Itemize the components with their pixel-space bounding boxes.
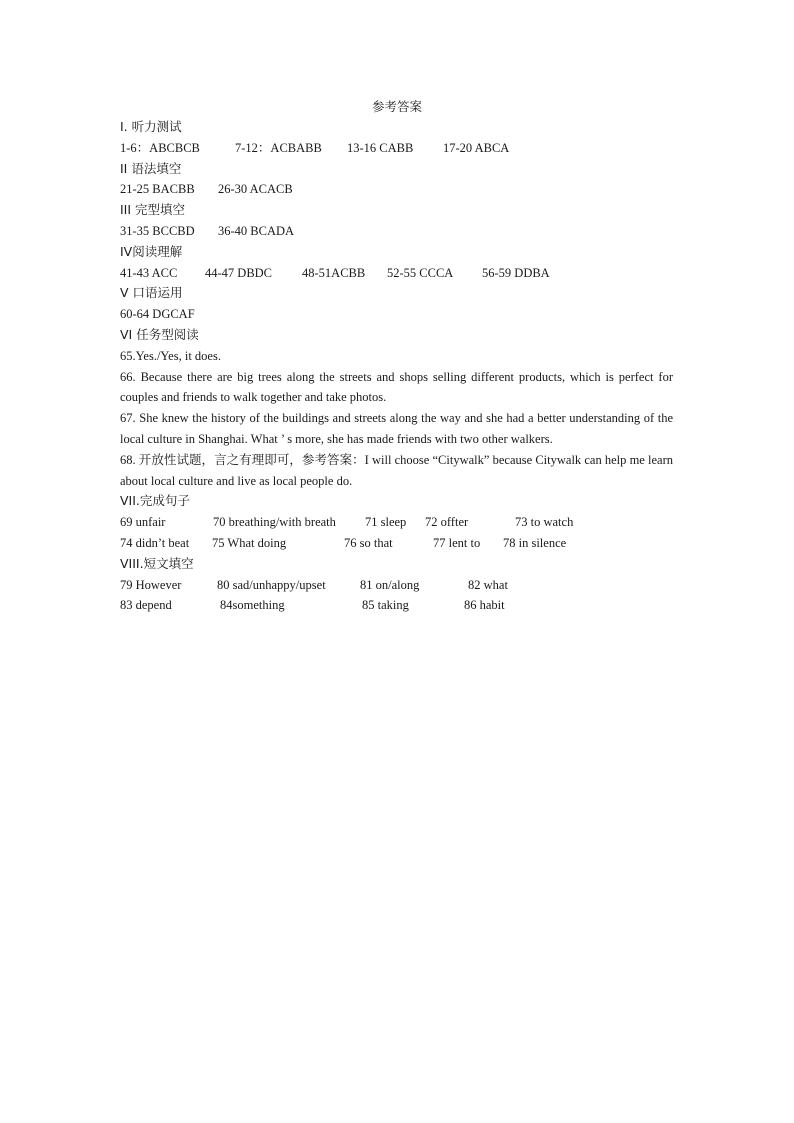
- answer-83: 83 depend: [120, 598, 172, 613]
- answers-74-78: [120, 533, 673, 554]
- answer-78: 78 in silence: [503, 535, 567, 550]
- answer-76: 76 so that: [344, 535, 393, 550]
- answers-reading: [120, 263, 673, 284]
- answer-7-12: 7-12：ACBABB: [235, 140, 322, 155]
- section-heading-grammar: II 语法填空: [120, 160, 182, 176]
- section-heading-speaking: V 口语运用: [120, 285, 183, 301]
- answer-17-20: 17-20 ABCA: [443, 140, 510, 155]
- answer-52-55: 52-55 CCCA: [387, 265, 454, 280]
- section-heading-cloze: III 完型填空: [120, 202, 186, 218]
- answer-56-59: 56-59 DDBA: [482, 265, 550, 280]
- section-heading-task-reading: VI 任务型阅读: [120, 326, 199, 342]
- answer-73: 73 to watch: [515, 515, 574, 530]
- answer-81: 81 on/along: [360, 577, 420, 592]
- answer-71: 71 sleep: [365, 515, 407, 530]
- answer-48-51: 48-51ACBB: [302, 265, 366, 280]
- answers-79-82: [120, 575, 673, 596]
- answer-66: 66. Because there are big trees along the streets and shops selling different products, which is perfect for couples and friends to walk together and take photos.: [120, 369, 673, 405]
- answer-1-6: 1-6：ABCBCB: [120, 140, 200, 155]
- page-title: 参考答案: [371, 99, 422, 114]
- answer-74: 74 didn’t beat: [120, 535, 190, 550]
- answer-26-30: 26-30 ACACB: [218, 182, 293, 197]
- answer-79: 79 However: [120, 577, 182, 592]
- answer-85: 85 taking: [362, 598, 409, 613]
- answer-80: 80 sad/unhappy/upset: [217, 577, 326, 592]
- answer-44-47: 44-47 DBDC: [205, 265, 273, 280]
- answer-72: 72 offter: [425, 515, 469, 530]
- section-heading-passage-fill: VIII.短文填空: [120, 555, 194, 571]
- answer-60-64: 60-64 DGCAF: [120, 307, 195, 322]
- answer-86: 86 habit: [464, 598, 505, 613]
- answers-speaking: [120, 304, 673, 325]
- answers-cloze: [120, 221, 673, 242]
- answer-75: 75 What doing: [212, 535, 287, 550]
- answers-69-73: [120, 512, 673, 533]
- answer-36-40: 36-40 BCADA: [218, 223, 295, 238]
- answers-listening: [120, 138, 673, 159]
- answer-70: 70 breathing/with breath: [213, 515, 336, 530]
- section-heading-sentence-completion: VII.完成句子: [120, 493, 190, 509]
- answer-67: 67. She knew the history of the buildings and streets along the way and she had a better understanding of the local culture in Shanghai. What ’ s more, she has made friends with two other walkers.: [120, 411, 673, 446]
- answer-82: 82 what: [468, 577, 508, 592]
- answer-41-43: 41-43 ACC: [120, 265, 178, 280]
- answer-13-16: 13-16 CABB: [347, 140, 414, 155]
- answer-84: 84something: [220, 598, 285, 613]
- answer-31-35: 31-35 BCCBD: [120, 223, 195, 238]
- answer-21-25: 21-25 BACBB: [120, 182, 195, 197]
- answer-69: 69 unfair: [120, 515, 166, 530]
- answer-77: 77 lent to: [433, 535, 481, 550]
- answers-grammar: [120, 179, 673, 200]
- answer-65: 65.Yes./Yes, it does.: [120, 348, 221, 363]
- section-heading-listening: I. 听力测试: [120, 119, 182, 134]
- section-heading-reading: IV阅读理解: [120, 243, 183, 259]
- answer-68: 68. 开放性试题，言之有理即可，参考答案：I will choose “Citywalk” because Citywalk can help me learn about local culture and live as local people do.: [120, 452, 673, 488]
- answer-content: [120, 117, 673, 616]
- answers-83-86: [120, 595, 673, 616]
